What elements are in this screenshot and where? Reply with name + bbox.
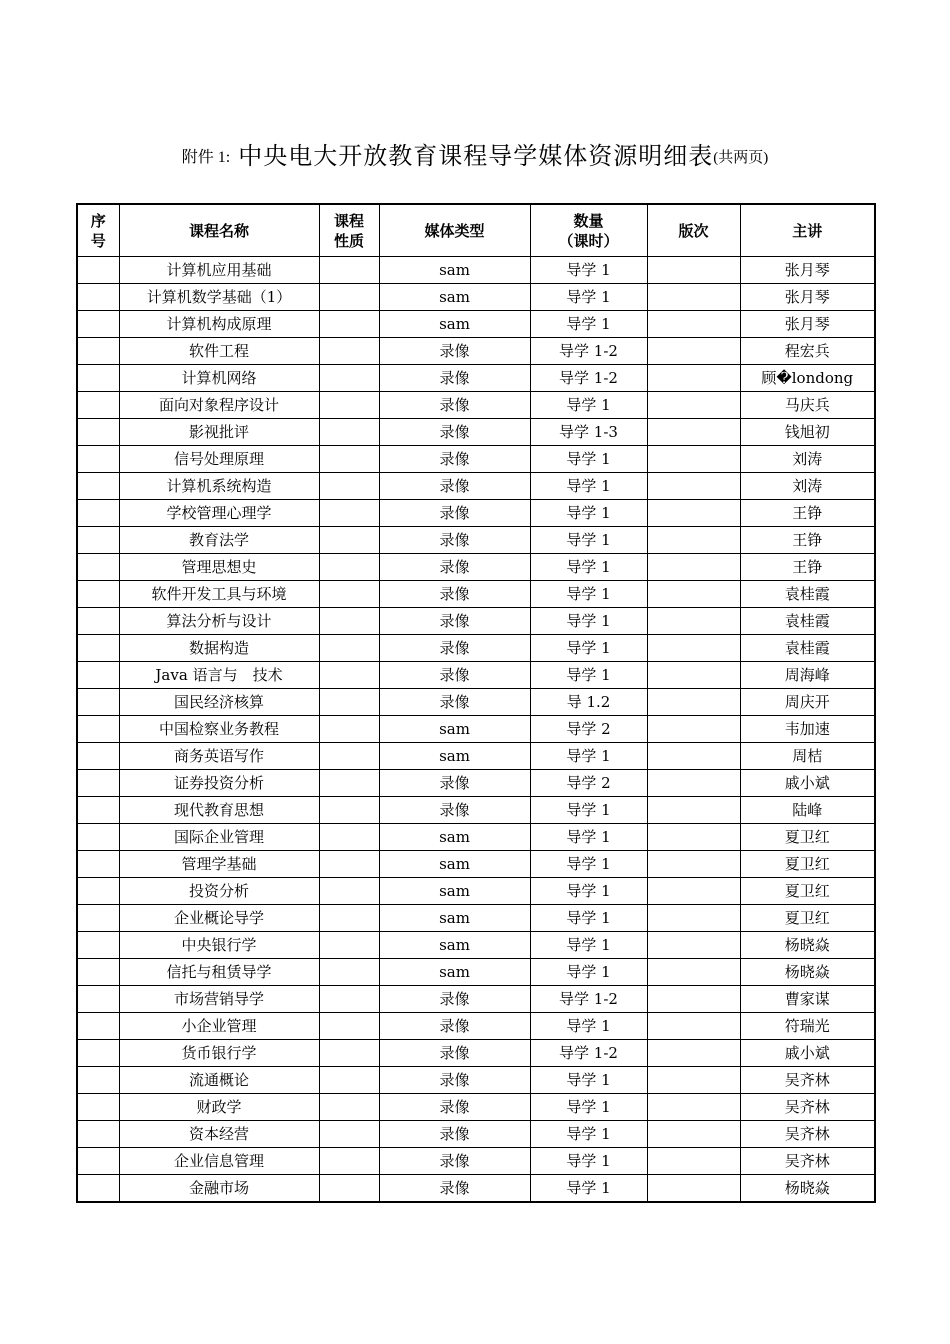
cell-index xyxy=(77,689,119,716)
cell-course-nature xyxy=(319,284,379,311)
cell-lecturer: 陆峰 xyxy=(740,797,875,824)
cell-index xyxy=(77,824,119,851)
cell-index xyxy=(77,446,119,473)
cell-media-type: 录像 xyxy=(379,446,530,473)
cell-lecturer: 戚小斌 xyxy=(740,1040,875,1067)
cell-quantity: 导学 1 xyxy=(530,1175,647,1203)
cell-course-nature xyxy=(319,473,379,500)
cell-media-type: sam xyxy=(379,959,530,986)
table-row xyxy=(77,257,875,284)
cell-index xyxy=(77,500,119,527)
cell-quantity: 导学 1 xyxy=(530,905,647,932)
cell-media-type: sam xyxy=(379,878,530,905)
header-edition: 版次 xyxy=(647,204,740,257)
cell-quantity: 导学 1-2 xyxy=(530,338,647,365)
cell-course-nature xyxy=(319,257,379,284)
cell-quantity: 导学 1 xyxy=(530,257,647,284)
table-row xyxy=(77,635,875,662)
cell-edition xyxy=(647,1067,740,1094)
cell-quantity: 导学 2 xyxy=(530,770,647,797)
cell-media-type: 录像 xyxy=(379,662,530,689)
cell-course-name: 计算机网络 xyxy=(119,365,319,392)
cell-quantity: 导学 1 xyxy=(530,1148,647,1175)
table-row xyxy=(77,284,875,311)
cell-course-name: 货币银行学 xyxy=(119,1040,319,1067)
cell-course-nature xyxy=(319,581,379,608)
cell-edition xyxy=(647,824,740,851)
table-row xyxy=(77,716,875,743)
cell-quantity: 导学 1 xyxy=(530,743,647,770)
cell-quantity: 导学 1 xyxy=(530,527,647,554)
cell-quantity: 导学 1-3 xyxy=(530,419,647,446)
cell-edition xyxy=(647,851,740,878)
cell-index xyxy=(77,554,119,581)
cell-course-nature xyxy=(319,797,379,824)
cell-course-name: 计算机应用基础 xyxy=(119,257,319,284)
cell-index xyxy=(77,257,119,284)
cell-course-nature xyxy=(319,689,379,716)
table-row xyxy=(77,878,875,905)
cell-course-name: 投资分析 xyxy=(119,878,319,905)
cell-lecturer: 杨晓焱 xyxy=(740,959,875,986)
table-row xyxy=(77,527,875,554)
cell-lecturer: 曹家谋 xyxy=(740,986,875,1013)
cell-media-type: sam xyxy=(379,311,530,338)
cell-edition xyxy=(647,1121,740,1148)
cell-course-nature xyxy=(319,905,379,932)
cell-edition xyxy=(647,770,740,797)
cell-media-type: 录像 xyxy=(379,1148,530,1175)
cell-edition xyxy=(647,419,740,446)
table-row xyxy=(77,581,875,608)
table-row xyxy=(77,554,875,581)
header-quantity: 数量 （课时） xyxy=(530,204,647,257)
cell-course-name: 软件工程 xyxy=(119,338,319,365)
cell-quantity: 导学 1 xyxy=(530,500,647,527)
cell-index xyxy=(77,959,119,986)
cell-lecturer: 韦加速 xyxy=(740,716,875,743)
table-row xyxy=(77,1121,875,1148)
cell-course-name: 面向对象程序设计 xyxy=(119,392,319,419)
cell-edition xyxy=(647,743,740,770)
cell-edition xyxy=(647,932,740,959)
table-row xyxy=(77,473,875,500)
cell-quantity: 导学 1 xyxy=(530,392,647,419)
table-row xyxy=(77,608,875,635)
cell-quantity: 导学 1 xyxy=(530,473,647,500)
cell-course-nature xyxy=(319,500,379,527)
cell-course-nature xyxy=(319,635,379,662)
media-resource-table xyxy=(76,203,876,1203)
cell-quantity: 导学 1 xyxy=(530,554,647,581)
cell-index xyxy=(77,1148,119,1175)
cell-course-nature xyxy=(319,824,379,851)
cell-course-nature xyxy=(319,1121,379,1148)
cell-index xyxy=(77,635,119,662)
cell-course-nature xyxy=(319,662,379,689)
table-row xyxy=(77,1094,875,1121)
cell-course-name: Java 语言与 技术 xyxy=(119,662,319,689)
cell-quantity: 导学 1 xyxy=(530,1121,647,1148)
cell-quantity: 导学 1 xyxy=(530,1094,647,1121)
cell-lecturer: 夏卫红 xyxy=(740,824,875,851)
cell-edition xyxy=(647,1040,740,1067)
cell-media-type: 录像 xyxy=(379,635,530,662)
cell-media-type: sam xyxy=(379,932,530,959)
cell-index xyxy=(77,797,119,824)
table-row xyxy=(77,392,875,419)
cell-lecturer: 袁桂霞 xyxy=(740,635,875,662)
cell-edition xyxy=(647,500,740,527)
cell-media-type: sam xyxy=(379,824,530,851)
cell-course-nature xyxy=(319,1175,379,1203)
table-row xyxy=(77,1148,875,1175)
cell-quantity: 导学 1 xyxy=(530,608,647,635)
cell-course-nature xyxy=(319,338,379,365)
cell-quantity: 导学 1 xyxy=(530,797,647,824)
table-row xyxy=(77,959,875,986)
cell-quantity: 导学 1-2 xyxy=(530,1040,647,1067)
title-prefix: 附件 1: xyxy=(181,149,231,166)
cell-course-name: 软件开发工具与环境 xyxy=(119,581,319,608)
cell-course-nature xyxy=(319,932,379,959)
cell-edition xyxy=(647,446,740,473)
cell-course-name: 管理学基础 xyxy=(119,851,319,878)
cell-media-type: sam xyxy=(379,284,530,311)
cell-course-name: 小企业管理 xyxy=(119,1013,319,1040)
cell-quantity: 导学 1-2 xyxy=(530,986,647,1013)
cell-course-nature xyxy=(319,554,379,581)
cell-index xyxy=(77,473,119,500)
cell-media-type: 录像 xyxy=(379,581,530,608)
cell-course-nature xyxy=(319,1148,379,1175)
cell-course-name: 数据构造 xyxy=(119,635,319,662)
cell-quantity: 导学 1 xyxy=(530,824,647,851)
cell-index xyxy=(77,419,119,446)
table-row xyxy=(77,905,875,932)
cell-edition xyxy=(647,905,740,932)
cell-media-type: 录像 xyxy=(379,338,530,365)
table-row xyxy=(77,986,875,1013)
cell-edition xyxy=(647,689,740,716)
cell-media-type: sam xyxy=(379,851,530,878)
cell-edition xyxy=(647,1148,740,1175)
cell-course-nature xyxy=(319,959,379,986)
cell-lecturer: 吴齐林 xyxy=(740,1067,875,1094)
cell-quantity: 导学 1 xyxy=(530,878,647,905)
table-row xyxy=(77,689,875,716)
cell-lecturer: 周海峰 xyxy=(740,662,875,689)
cell-media-type: 录像 xyxy=(379,1040,530,1067)
cell-course-name: 市场营销导学 xyxy=(119,986,319,1013)
cell-edition xyxy=(647,635,740,662)
cell-quantity: 导 1.2 xyxy=(530,689,647,716)
cell-quantity: 导学 1 xyxy=(530,662,647,689)
cell-index xyxy=(77,284,119,311)
cell-index xyxy=(77,1040,119,1067)
cell-course-name: 国际企业管理 xyxy=(119,824,319,851)
cell-lecturer: 钱旭初 xyxy=(740,419,875,446)
cell-index xyxy=(77,608,119,635)
cell-media-type: 录像 xyxy=(379,1067,530,1094)
cell-index xyxy=(77,311,119,338)
cell-course-nature xyxy=(319,716,379,743)
cell-course-nature xyxy=(319,851,379,878)
cell-course-name: 财政学 xyxy=(119,1094,319,1121)
cell-lecturer: 吴齐林 xyxy=(740,1148,875,1175)
cell-course-nature xyxy=(319,419,379,446)
table-row xyxy=(77,419,875,446)
cell-course-nature xyxy=(319,608,379,635)
cell-course-name: 现代教育思想 xyxy=(119,797,319,824)
header-lecturer: 主讲 xyxy=(740,204,875,257)
cell-course-nature xyxy=(319,743,379,770)
cell-edition xyxy=(647,797,740,824)
cell-lecturer: 周桔 xyxy=(740,743,875,770)
table-row xyxy=(77,743,875,770)
header-course-name: 课程名称 xyxy=(119,204,319,257)
cell-edition xyxy=(647,608,740,635)
cell-index xyxy=(77,1175,119,1203)
cell-index xyxy=(77,662,119,689)
cell-media-type: 录像 xyxy=(379,554,530,581)
cell-edition xyxy=(647,878,740,905)
header-media-type: 媒体类型 xyxy=(379,204,530,257)
cell-index xyxy=(77,1067,119,1094)
cell-lecturer: 袁桂霞 xyxy=(740,581,875,608)
cell-quantity: 导学 1 xyxy=(530,851,647,878)
cell-edition xyxy=(647,1013,740,1040)
cell-media-type: 录像 xyxy=(379,473,530,500)
cell-lecturer: 夏卫红 xyxy=(740,905,875,932)
table-row xyxy=(77,770,875,797)
cell-quantity: 导学 1-2 xyxy=(530,365,647,392)
cell-lecturer: 夏卫红 xyxy=(740,878,875,905)
cell-quantity: 导学 2 xyxy=(530,716,647,743)
cell-course-nature xyxy=(319,1040,379,1067)
cell-course-name: 资本经营 xyxy=(119,1121,319,1148)
cell-course-name: 商务英语写作 xyxy=(119,743,319,770)
cell-index xyxy=(77,338,119,365)
cell-lecturer: 张月琴 xyxy=(740,284,875,311)
cell-lecturer: 杨晓焱 xyxy=(740,932,875,959)
cell-lecturer: 刘涛 xyxy=(740,473,875,500)
cell-course-nature xyxy=(319,1013,379,1040)
cell-media-type: 录像 xyxy=(379,1013,530,1040)
table-row xyxy=(77,1013,875,1040)
cell-lecturer: 王铮 xyxy=(740,554,875,581)
cell-quantity: 导学 1 xyxy=(530,581,647,608)
cell-media-type: 录像 xyxy=(379,770,530,797)
cell-course-name: 国民经济核算 xyxy=(119,689,319,716)
document-title xyxy=(0,136,950,171)
cell-index xyxy=(77,581,119,608)
cell-edition xyxy=(647,473,740,500)
cell-lecturer: 周庆开 xyxy=(740,689,875,716)
cell-course-name: 证券投资分析 xyxy=(119,770,319,797)
cell-edition xyxy=(647,986,740,1013)
cell-course-name: 中央银行学 xyxy=(119,932,319,959)
cell-index xyxy=(77,365,119,392)
cell-edition xyxy=(647,365,740,392)
cell-course-name: 计算机构成原理 xyxy=(119,311,319,338)
cell-media-type: 录像 xyxy=(379,392,530,419)
cell-index xyxy=(77,986,119,1013)
cell-index xyxy=(77,851,119,878)
table-body xyxy=(77,257,875,1203)
cell-course-nature xyxy=(319,392,379,419)
cell-media-type: sam xyxy=(379,257,530,284)
cell-media-type: sam xyxy=(379,743,530,770)
cell-edition xyxy=(647,527,740,554)
cell-course-nature xyxy=(319,770,379,797)
table-row xyxy=(77,365,875,392)
cell-edition xyxy=(647,338,740,365)
cell-edition xyxy=(647,662,740,689)
cell-edition xyxy=(647,1094,740,1121)
table-row xyxy=(77,824,875,851)
cell-course-name: 信托与租赁导学 xyxy=(119,959,319,986)
cell-index xyxy=(77,392,119,419)
table-row xyxy=(77,662,875,689)
cell-media-type: sam xyxy=(379,905,530,932)
cell-media-type: 录像 xyxy=(379,986,530,1013)
cell-course-nature xyxy=(319,986,379,1013)
cell-media-type: 录像 xyxy=(379,419,530,446)
cell-course-nature xyxy=(319,311,379,338)
cell-media-type: sam xyxy=(379,716,530,743)
table-row xyxy=(77,338,875,365)
cell-course-name: 企业信息管理 xyxy=(119,1148,319,1175)
cell-course-nature xyxy=(319,365,379,392)
cell-quantity: 导学 1 xyxy=(530,932,647,959)
cell-lecturer: 张月琴 xyxy=(740,257,875,284)
cell-index xyxy=(77,1094,119,1121)
cell-course-nature xyxy=(319,878,379,905)
table-row xyxy=(77,797,875,824)
header-course-nature: 课程 性质 xyxy=(319,204,379,257)
cell-course-nature xyxy=(319,1067,379,1094)
cell-index xyxy=(77,716,119,743)
cell-course-name: 金融市场 xyxy=(119,1175,319,1203)
cell-media-type: 录像 xyxy=(379,689,530,716)
cell-edition xyxy=(647,311,740,338)
cell-lecturer: 吴齐林 xyxy=(740,1121,875,1148)
cell-lecturer: 王铮 xyxy=(740,500,875,527)
cell-course-nature xyxy=(319,1094,379,1121)
cell-edition xyxy=(647,716,740,743)
table-row xyxy=(77,851,875,878)
cell-index xyxy=(77,527,119,554)
cell-quantity: 导学 1 xyxy=(530,446,647,473)
cell-quantity: 导学 1 xyxy=(530,311,647,338)
cell-lecturer: 王铮 xyxy=(740,527,875,554)
cell-quantity: 导学 1 xyxy=(530,1013,647,1040)
cell-lecturer: 夏卫红 xyxy=(740,851,875,878)
title-suffix: (共两页) xyxy=(713,150,769,166)
cell-edition xyxy=(647,581,740,608)
cell-edition xyxy=(647,257,740,284)
cell-course-name: 教育法学 xyxy=(119,527,319,554)
cell-course-name: 学校管理心理学 xyxy=(119,500,319,527)
header-index: 序 号 xyxy=(77,204,119,257)
table-header-row xyxy=(77,204,875,257)
cell-edition xyxy=(647,284,740,311)
cell-quantity: 导学 1 xyxy=(530,635,647,662)
cell-course-nature xyxy=(319,446,379,473)
cell-media-type: 录像 xyxy=(379,1121,530,1148)
cell-lecturer: 符瑞光 xyxy=(740,1013,875,1040)
cell-course-name: 流通概论 xyxy=(119,1067,319,1094)
cell-index xyxy=(77,743,119,770)
cell-course-name: 计算机数学基础（1） xyxy=(119,284,319,311)
table-row xyxy=(77,311,875,338)
table-row xyxy=(77,1175,875,1203)
cell-lecturer: 张月琴 xyxy=(740,311,875,338)
cell-edition xyxy=(647,959,740,986)
cell-media-type: 录像 xyxy=(379,797,530,824)
cell-edition xyxy=(647,392,740,419)
title-main: 中央电大开放教育课程导学媒体资源明细表 xyxy=(238,142,714,170)
cell-media-type: 录像 xyxy=(379,1094,530,1121)
cell-course-name: 管理思想史 xyxy=(119,554,319,581)
cell-media-type: 录像 xyxy=(379,365,530,392)
cell-course-nature xyxy=(319,527,379,554)
table-row xyxy=(77,1067,875,1094)
table-row xyxy=(77,1040,875,1067)
cell-media-type: 录像 xyxy=(379,1175,530,1203)
table-row xyxy=(77,446,875,473)
cell-index xyxy=(77,770,119,797)
cell-index xyxy=(77,878,119,905)
cell-edition xyxy=(647,1175,740,1203)
cell-index xyxy=(77,1121,119,1148)
cell-lecturer: 马庆兵 xyxy=(740,392,875,419)
cell-index xyxy=(77,905,119,932)
cell-edition xyxy=(647,554,740,581)
cell-media-type: 录像 xyxy=(379,527,530,554)
cell-lecturer: 戚小斌 xyxy=(740,770,875,797)
cell-lecturer: 顾�londong xyxy=(740,365,875,392)
cell-index xyxy=(77,932,119,959)
cell-lecturer: 刘涛 xyxy=(740,446,875,473)
cell-index xyxy=(77,1013,119,1040)
cell-quantity: 导学 1 xyxy=(530,1067,647,1094)
cell-quantity: 导学 1 xyxy=(530,284,647,311)
cell-course-name: 计算机系统构造 xyxy=(119,473,319,500)
cell-lecturer: 杨晓焱 xyxy=(740,1175,875,1203)
table-row xyxy=(77,500,875,527)
cell-lecturer: 程宏兵 xyxy=(740,338,875,365)
cell-lecturer: 吴齐林 xyxy=(740,1094,875,1121)
cell-quantity: 导学 1 xyxy=(530,959,647,986)
cell-media-type: 录像 xyxy=(379,608,530,635)
cell-media-type: 录像 xyxy=(379,500,530,527)
cell-course-name: 中国检察业务教程 xyxy=(119,716,319,743)
table-row xyxy=(77,932,875,959)
cell-course-name: 影视批评 xyxy=(119,419,319,446)
cell-course-name: 信号处理原理 xyxy=(119,446,319,473)
cell-lecturer: 袁桂霞 xyxy=(740,608,875,635)
cell-course-name: 企业概论导学 xyxy=(119,905,319,932)
cell-course-name: 算法分析与设计 xyxy=(119,608,319,635)
